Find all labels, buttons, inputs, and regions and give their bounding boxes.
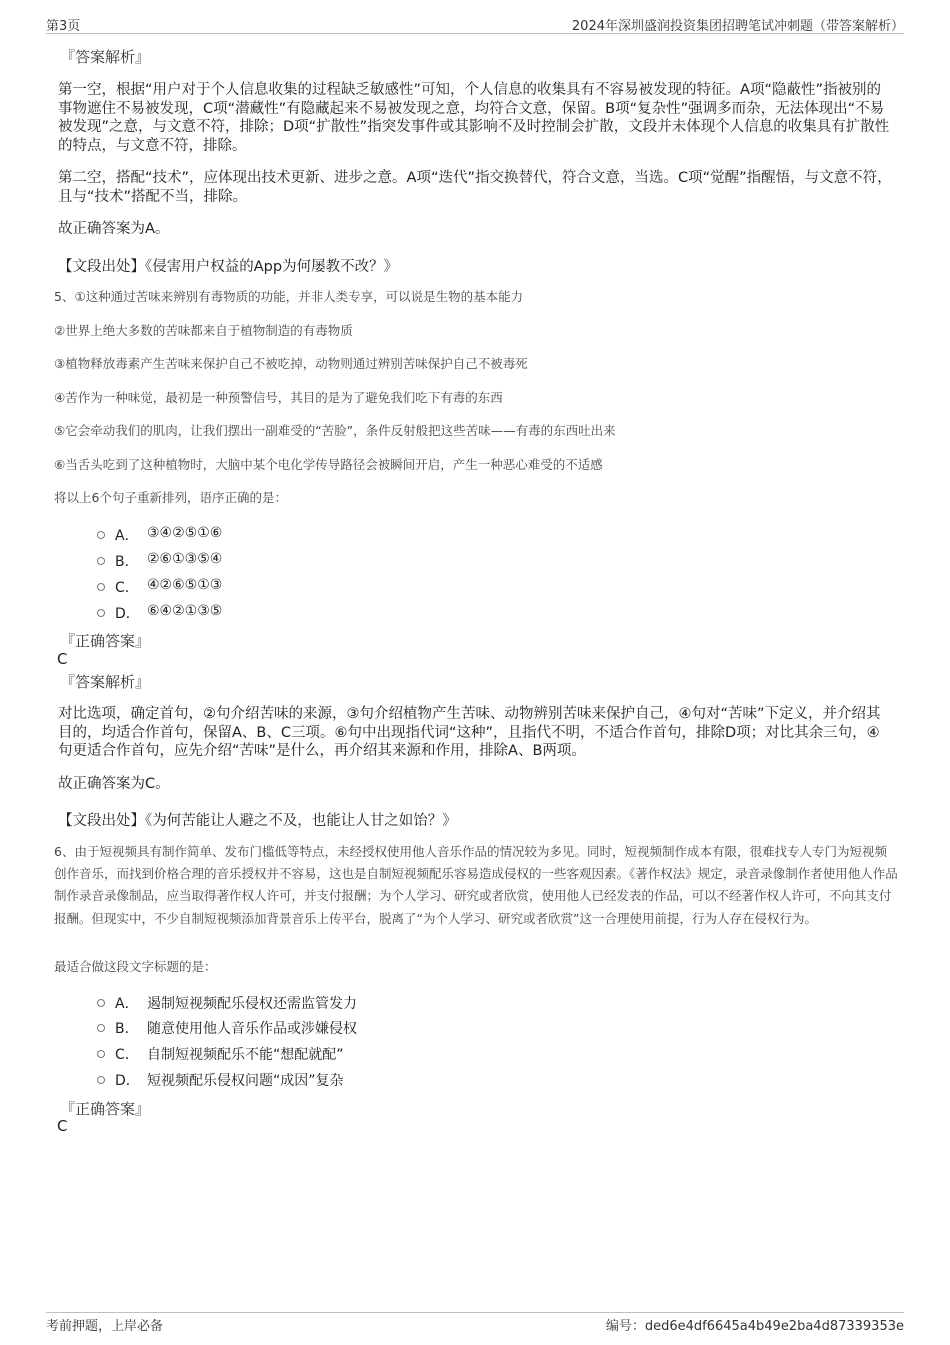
q5-sentence-6: ⑥当舌头吃到了这种植物时，大脑中某个电化学传导路径会被瞬间开启，产生一种恶心难受的不适感 xyxy=(54,456,603,472)
radio-button[interactable] xyxy=(97,531,105,539)
q5-answer-label: 『正确答案』 xyxy=(60,632,151,650)
q5-analysis-label: 『答案解析』 xyxy=(60,673,151,691)
q6-option-a[interactable]: A． 遏制短视频配乐侵权还需监管发力 xyxy=(97,993,417,1013)
q6-option-c[interactable]: C． 自制短视频配乐不能“想配就配” xyxy=(97,1044,417,1064)
q5-answer: C xyxy=(57,650,68,668)
q4-source: 【文段出处】《侵害用户权益的App为何屡教不改？》 xyxy=(58,259,399,275)
q4-analysis-label: 『答案解析』 xyxy=(60,48,151,66)
q5-option-a[interactable]: A． ③④②⑤①⑥ xyxy=(97,525,397,545)
q4-analysis-para2: 第二空，搭配“技术”，应体现出技术更新、进步之意。A项“迭代”指交换替代，符合文意，当选。C项“觉醒”指醒悟，与文意不符，且与“技术”搭配不当，排除。 xyxy=(58,170,892,205)
radio-button[interactable] xyxy=(97,583,105,591)
q5-conclusion: 故正确答案为C。 xyxy=(58,776,170,792)
q6-prompt: 最适合做这段文字标题的是： xyxy=(54,959,217,974)
q6-option-d[interactable]: D． 短视频配乐侵权问题“成因”复杂 xyxy=(97,1070,417,1090)
radio-button[interactable] xyxy=(97,999,105,1007)
q5-sentence-2: ②世界上绝大多数的苦味都来自于植物制造的有毒物质 xyxy=(54,322,353,338)
q5-stem xyxy=(54,286,899,521)
radio-button[interactable] xyxy=(97,1076,105,1084)
q6-stem: 6、由于短视频具有制作简单、发布门槛低等特点，未经授权使用他人音乐作品的情况较为多见。同时，短视频制作成本有限，很难找专人专门为短视频创作音乐，而找到价格合理的音乐授权并不容易，这也是自制短视频配乐容易造成侵权的一些客观因素。《著作权法》规定，录音录像制作者使用他人作品制作录音录像制品，应当取得著作权人许可，并支付报酬；为个人学习、研究或者欣赏，使用他人已经发表的作品，可以不经著作权人许可，不向其支付报酬。但现实中，不少自制短视频添加背景音乐上传平台，脱离了“为个人学习、研究或者欣赏”这一合理使用前提，行为人存在侵权行为。 xyxy=(54,844,898,926)
footer-slogan: 考前押题，上岸必备 xyxy=(46,1319,164,1334)
q4-analysis-para1: 第一空，根据“用户对于个人信息收集的过程缺乏敏感性”可知，个人信息的收集具有不容易被发现的特征。A项“隐蔽性”指被别的事物遮住不易被发现，C项“潜藏性”有隐藏起来不易被发现之意，均符合文意，保留。B项“复杂性”强调多而杂，无法体现出“不易被发现”之意，与文意不符，排除；D项“扩散性”指突发事件或其影响不及时控制会扩散，文段并未体现个人信息的收集具有扩散性的特点，与文意不符，排除。 xyxy=(58,82,890,154)
page-header xyxy=(46,13,904,34)
q4-conclusion: 故正确答案为A。 xyxy=(58,221,170,237)
q5-analysis: 对比选项，确定首句，②句介绍苦味的来源，③句介绍植物产生苦味、动物辨别苦味来保护自己，④句对“苦味”下定义，并介绍其目的，均适合作首句，保留A、B、C三项。⑥句中出现指代词“这种”，且指代不明，不适合作首句，排除D项；对比其余三句，④句更适合作首句，应先介绍“苦味”是什么，再介绍其来源和作用，排除A、B两项。 xyxy=(58,706,881,759)
q5-sentence-3: ③植物释放毒素产生苦味来保护自己不被吃掉，动物则通过辨别苦味保护自己不被毒死 xyxy=(54,356,528,371)
document-id: 编号：ded6e4df6645a4b49e2ba4d87339353e xyxy=(605,1319,904,1334)
q6-answer: C xyxy=(57,1117,68,1135)
q5-option-b[interactable]: B． ②⑥①③⑤④ xyxy=(97,551,397,571)
q5-option-c[interactable]: C． ④②⑥⑤①③ xyxy=(97,577,397,597)
q5-option-d[interactable]: D． ⑥④②①③⑤ xyxy=(97,603,397,623)
radio-button[interactable] xyxy=(97,609,105,617)
q5-sentence-1: 5、①这种通过苦味来辨别有毒物质的功能，并非人类专享，可以说是生物的基本能力 xyxy=(54,289,524,304)
page-footer xyxy=(46,1312,904,1335)
document-title: 2024年深圳盛润投资集团招聘笔试冲刺题（带答案解析） xyxy=(571,19,904,34)
q5-sentence-5: ⑤它会牵动我们的肌肉，让我们摆出一副难受的“苦脸”，条件反射般把这些苦味——有毒的东西吐出来 xyxy=(54,423,616,438)
q5-source: 【文段出处】《为何苦能让人避之不及，也能让人甘之如饴？》 xyxy=(58,813,457,829)
q5-sentence-4: ④苦作为一种味觉，最初是一种预警信号，其目的是为了避免我们吃下有毒的东西 xyxy=(54,389,503,405)
radio-button[interactable] xyxy=(97,557,105,565)
q6-option-b[interactable]: B． 随意使用他人音乐作品或涉嫌侵权 xyxy=(97,1018,417,1038)
q5-prompt: 将以上6个句子重新排列，语序正确的是： xyxy=(54,490,287,505)
radio-button[interactable] xyxy=(97,1024,105,1032)
page-number: 第3页 xyxy=(46,19,81,34)
radio-button[interactable] xyxy=(97,1050,105,1058)
q6-answer-label: 『正确答案』 xyxy=(60,1100,151,1118)
